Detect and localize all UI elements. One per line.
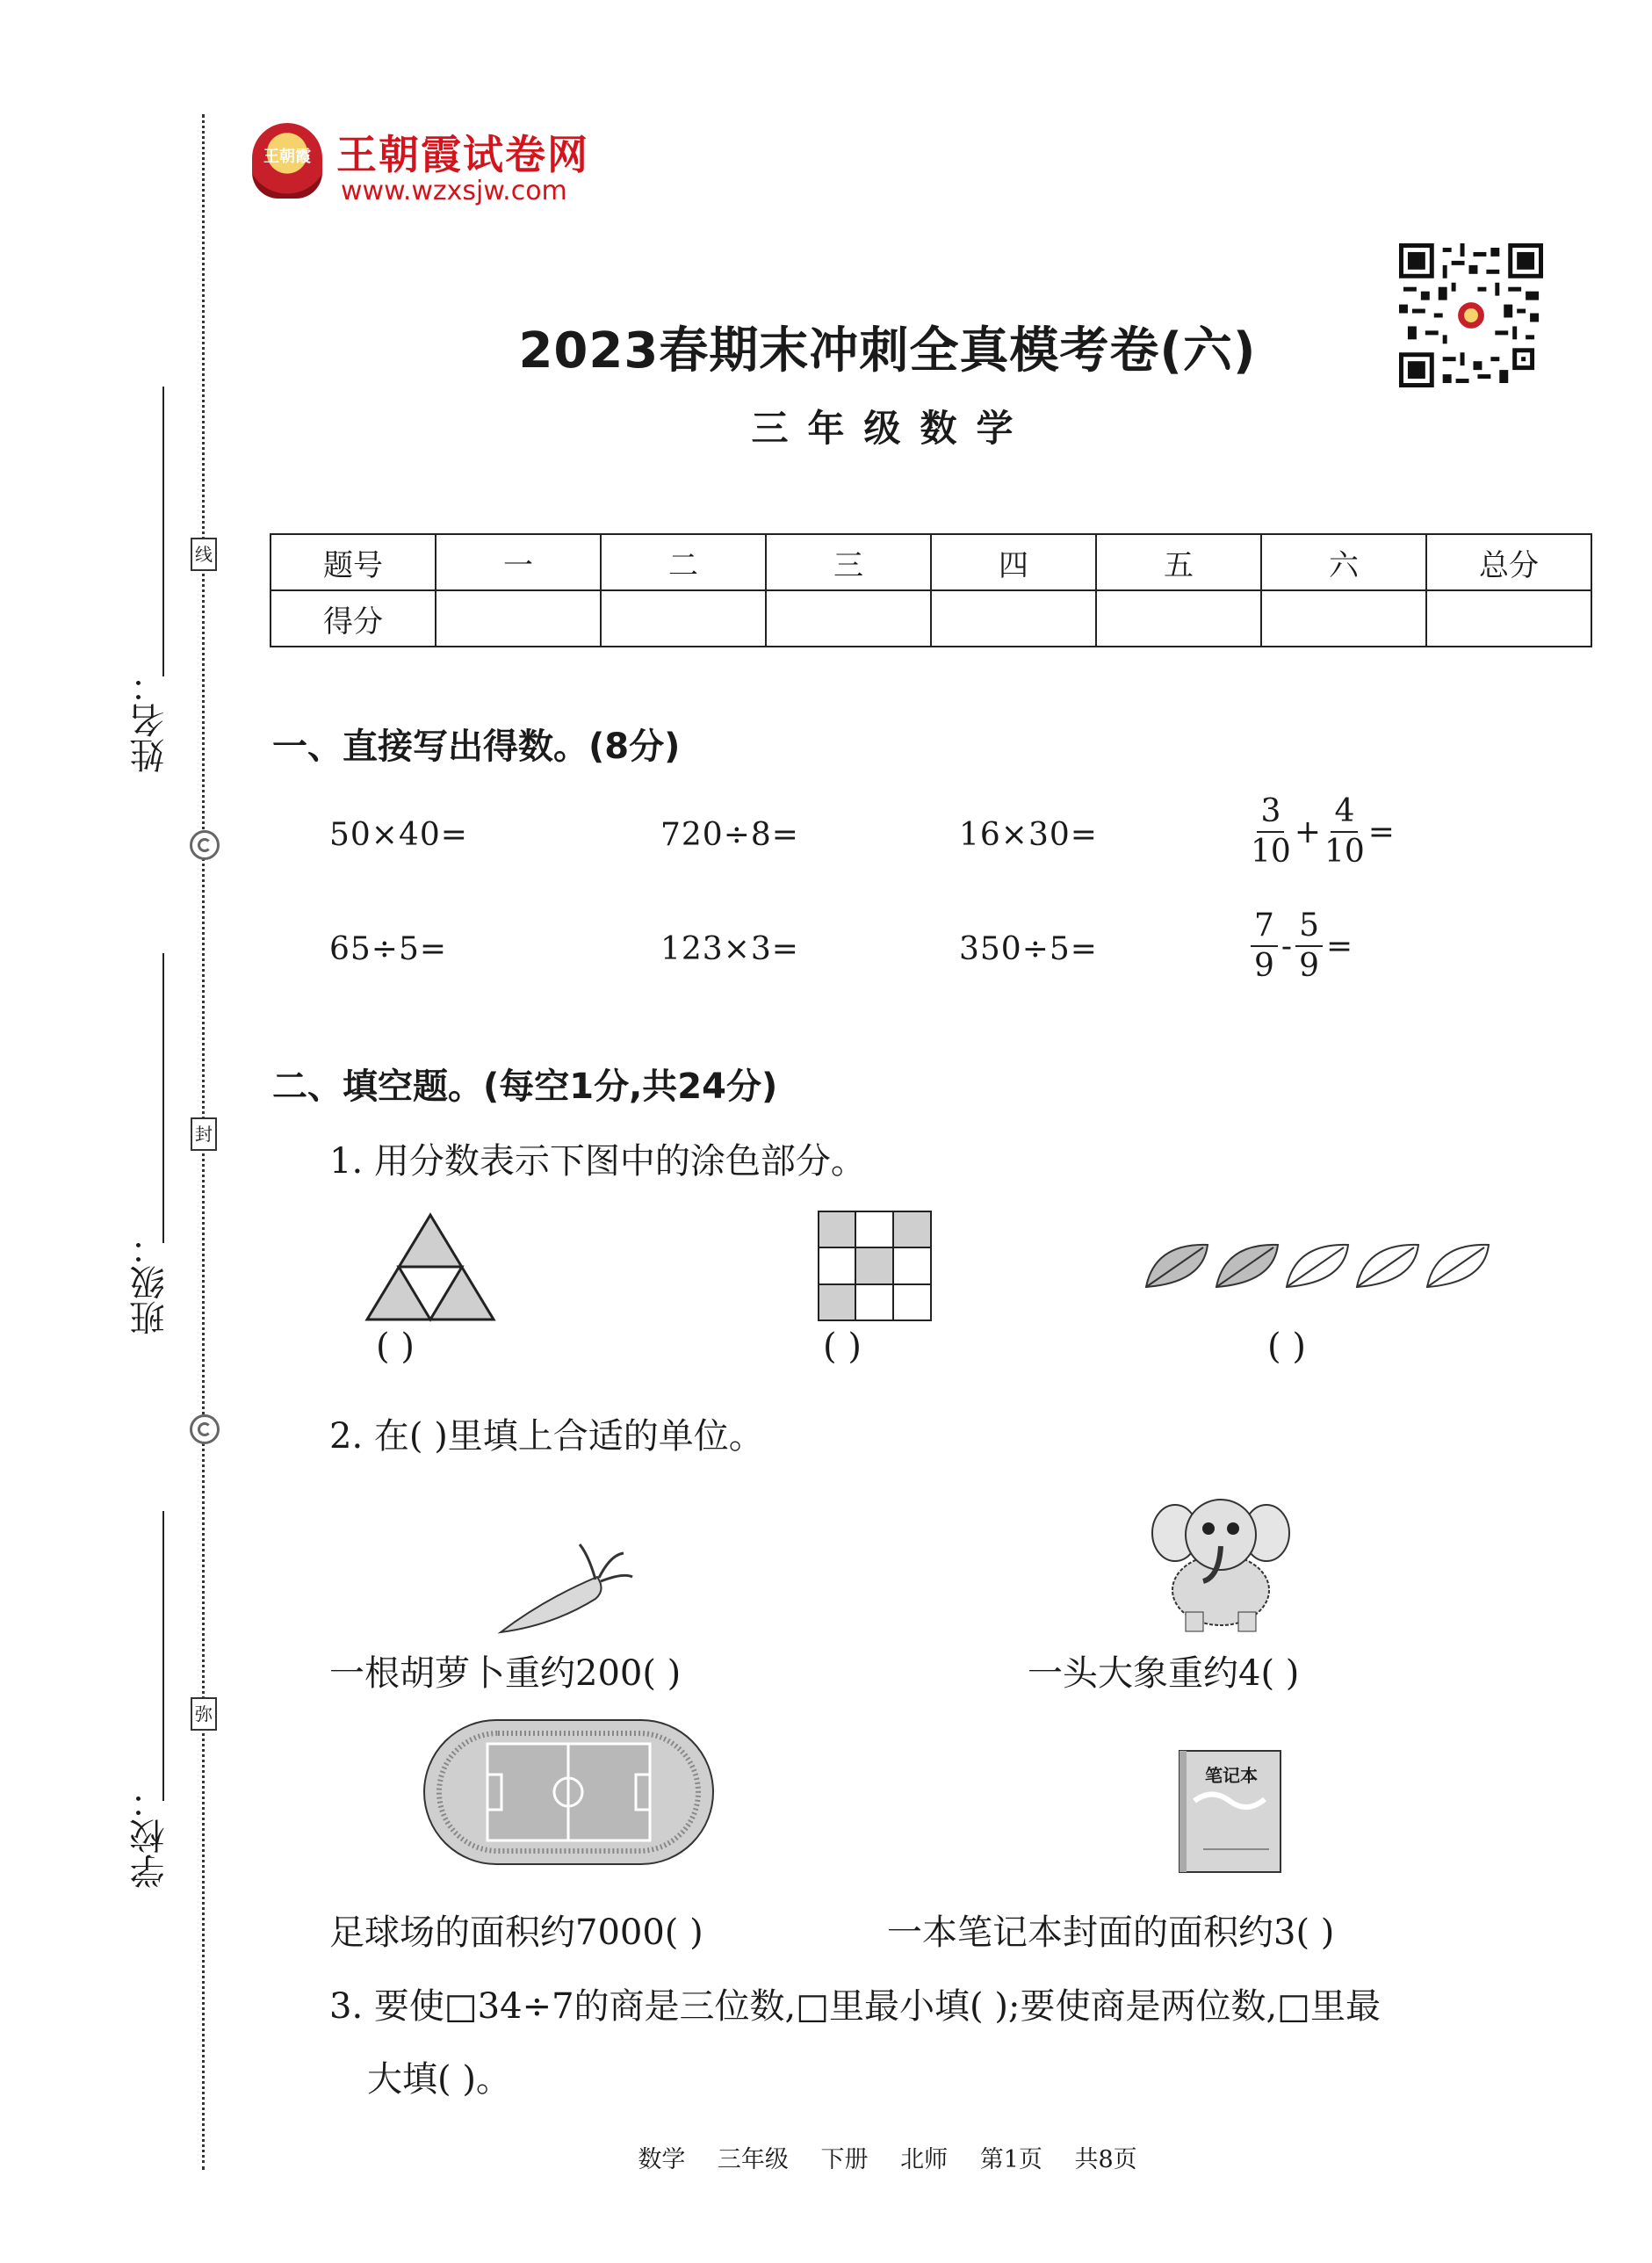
carrot-icon <box>492 1537 641 1638</box>
school-label: 学校： <box>130 1783 170 1889</box>
class-label: 班级： <box>130 1230 170 1335</box>
score-table-header-row <box>271 534 1591 590</box>
notebook-cover-label: 笔记本 <box>1205 1765 1258 1786</box>
class-underline <box>162 953 164 1243</box>
seal-char-close: 弥 <box>191 1697 217 1731</box>
table-cell: 四 <box>931 534 1096 590</box>
page-title: 2023春期末冲刺全真模考卷(六) <box>518 322 1257 380</box>
logo-badge-icon: 王朝霞 <box>252 123 322 199</box>
unit-question-field: 足球场的面积约7000( ) <box>329 1912 703 1953</box>
calc-item: 50×40= <box>329 817 468 853</box>
leaves-figure <box>1142 1234 1502 1296</box>
footer-subject: 数学 <box>638 2146 686 2173</box>
score-entry-cell[interactable] <box>1096 590 1261 647</box>
answer-paren[interactable]: ( ) <box>1267 1327 1306 1367</box>
school-underline <box>162 1511 164 1801</box>
fraction-expression-1: 3 10 + $\frac{4}{10}$ = <box>1251 793 1395 870</box>
footer-total: 共8页 <box>1074 2146 1137 2173</box>
question-3-line2: 大填( )。 <box>367 2059 511 2100</box>
unit-question-carrot: 一根胡萝卜重约200( ) <box>329 1653 682 1694</box>
table-cell: 三 <box>766 534 931 590</box>
score-entry-cell[interactable] <box>766 590 931 647</box>
score-entry-cell[interactable] <box>1261 590 1426 647</box>
question-1: 1. 用分数表示下图中的涂色部分。 <box>329 1141 866 1182</box>
seal-char-line: 线 <box>191 538 217 571</box>
table-cell: 一 <box>436 534 601 590</box>
footer-volume: 下册 <box>820 2146 869 2173</box>
fraction-expression-2: 7 9 - $\frac{5}{9}$ = <box>1247 907 1353 986</box>
answer-paren[interactable]: ( ) <box>823 1327 862 1367</box>
calc-item: 65÷5= <box>329 931 448 967</box>
table-cell: 六 <box>1261 534 1426 590</box>
page-subtitle: 三年级数学 <box>751 407 1033 450</box>
triangle-figure <box>364 1212 496 1322</box>
footer-page: 第1页 <box>979 2146 1042 2173</box>
name-label: 姓名： <box>130 668 170 773</box>
unit-question-notebook: 一本笔记本封面的面积约3( ) <box>887 1912 1335 1953</box>
table-cell: 五 <box>1096 534 1261 590</box>
score-entry-cell[interactable] <box>601 590 766 647</box>
page-footer <box>0 2140 1652 2174</box>
answer-paren[interactable]: ( ) <box>376 1327 415 1367</box>
score-table <box>270 533 1592 647</box>
score-entry-cell[interactable] <box>436 590 601 647</box>
calc-item: 123×3= <box>660 931 799 967</box>
score-entry-cell[interactable] <box>931 590 1096 647</box>
calc-item: 350÷5= <box>959 931 1098 967</box>
football-field-icon <box>422 1717 716 1867</box>
table-cell: 总分 <box>1426 534 1591 590</box>
grid-figure <box>817 1210 933 1322</box>
seal-char-seal: 封 <box>191 1117 217 1151</box>
elephant-icon <box>1151 1480 1291 1638</box>
question-3-line1: 3. 要使□34÷7的商是三位数,□里最小填( );要使商是两位数,□里最 <box>329 1986 1381 2027</box>
score-table-score-row <box>271 590 1591 647</box>
brand-name: 王朝霞试卷网 <box>336 131 589 178</box>
calc-item: 720÷8= <box>660 817 799 853</box>
table-cell: 题号 <box>271 534 436 590</box>
section-2-heading: 二、填空题。(每空1分,共24分) <box>272 1066 778 1107</box>
margin-ornament-icon <box>190 1414 220 1444</box>
table-cell: 得分 <box>271 590 436 647</box>
question-2: 2. 在( )里填上合适的单位。 <box>329 1416 764 1457</box>
calc-item: 16×30= <box>959 817 1098 853</box>
brand-url: www.wzxsjw.com <box>341 176 567 206</box>
margin-ornament-icon <box>190 830 220 860</box>
footer-grade: 三年级 <box>717 2146 789 2173</box>
unit-question-elephant: 一头大象重约4( ) <box>1028 1653 1300 1694</box>
score-entry-cell[interactable] <box>1426 590 1591 647</box>
footer-edition: 北师 <box>900 2146 949 2173</box>
table-cell: 二 <box>601 534 766 590</box>
section-1-heading: 一、直接写出得数。(8分) <box>272 727 681 767</box>
